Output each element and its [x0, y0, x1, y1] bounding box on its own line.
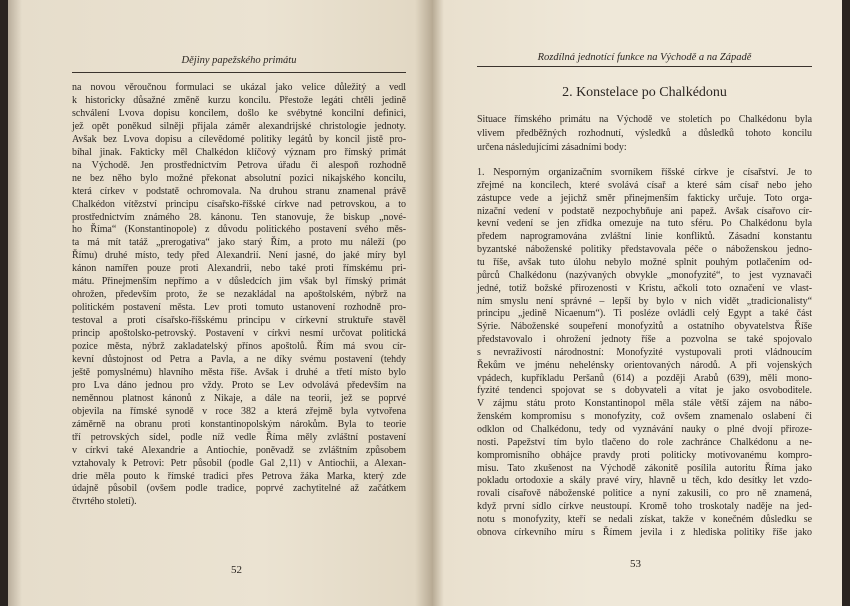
- text-line: na novou věroučnou formulaci se ukázal jako velice důležitý a vedl: [72, 82, 406, 93]
- text-line: pozice města, nýbrž zakladatelský přínos apoštolů. Řím má svou cír-: [72, 341, 406, 352]
- text-line: V zájmu státu proto Konstantinopol měla stále větší zájem na nábo-: [477, 398, 812, 410]
- text-line: určena následujícími zásadními body:: [477, 141, 627, 153]
- text-line: když první sídlo církve neustoupí. Kromě toho troskotaly naděje na jed-: [477, 501, 812, 513]
- text-line: bíhal jinak. Fakticky měl Chalkédon klíčový význam pro římský primát: [72, 146, 406, 158]
- text-line: nizační vedení v podstatě nezpochybňuje ani papež. Avšak císařovo cír-: [477, 205, 812, 217]
- text-line: zřejmé na koncilech, které svolává císař a které sám císař nebo jeho: [477, 179, 812, 191]
- text-line: ho Říma“ (Konstantinopole) z důvodu politického postavení svého měs-: [72, 224, 406, 236]
- text-line: kevní vedení se jen zřídka omezuje na tuto sféru. Po Chalkédonu byla: [477, 218, 812, 230]
- text-line: ta má mít tatáž „prerogativa“ jako starý Řím, a proto mu náleží (po: [72, 237, 406, 249]
- text-line: drie měla pouto k římské tradici přes Petrova žáka Marka, který zde: [72, 470, 406, 482]
- text-line: Situace římského primátu na Východě ve stoletích po Chalkédonu byla: [477, 114, 812, 125]
- text-line: fyzité tendenci spojovat se s dobyvateli a vítat je jako osvoboditele.: [477, 385, 812, 397]
- page-number-right: 53: [630, 558, 641, 570]
- text-line: vpádech, kupříkladu Peršanů (614) a později Arabů (639), měli mono-: [477, 372, 812, 384]
- text-line: jež opět poněkud silněji přijala záměr alexandrijské christologie jednoty.: [72, 120, 406, 132]
- text-line: která církev v podstatě ochromovala. Na druhou stranu znamenal právě: [72, 185, 406, 197]
- text-line: Chalkédon vítězství principu císařsko-říšské církve nad petrovskou, a to: [72, 198, 406, 210]
- text-line: obnova církevního míru s Římem jevila i z hlediska politiky říše jako: [477, 526, 812, 538]
- section-title: 2. Konstelace po Chalkédonu: [562, 85, 727, 100]
- right-book-page: [432, 0, 842, 606]
- text-line: představovalo i ohrožení jednoty říše a pozvolna se také spojovalo: [477, 334, 812, 346]
- text-line: ohrožen, především proto, že se nezakládal na apoštolském, nýbrž na: [72, 289, 406, 301]
- text-line: předem naprogramována zvláštní linie konfliktů. Zásadní konstantu: [477, 231, 812, 243]
- text-line: ne bez něho bylo možné překonat absolutní pozici nikajského koncilu,: [72, 172, 406, 184]
- text-line: pro Lva dáno jednou pro vždy. Proto se Lev odvolává především na: [72, 379, 406, 391]
- header-rule: [72, 72, 406, 73]
- text-line: k historicky důsažné změně kurzu koncilu. Přestože legáti chtěli jedině: [72, 94, 406, 106]
- page-number-left: 52: [231, 564, 242, 576]
- text-line: politickém postavení města. Lev proti tomuto ustanovení rozhodně pro-: [72, 302, 406, 314]
- text-line: kevní důstojnost od Petra a Pavla, a ne díky svému postavení (tehdy: [72, 353, 406, 365]
- text-line: nosti. Papežství tím bylo tlačeno do role zachránce Chalkédonu a ne-: [477, 436, 812, 448]
- text-line: kánon namířen pouze proti Alexandrii, nebo také proti římskému pri-: [72, 263, 406, 275]
- text-line: pokladu ortodoxie a skály pravé víry, hlavně u těch, kdo desítky let vzdo-: [477, 475, 812, 487]
- text-line: mátu. Přinejmenším nepřímo a v důsledcích jim však byl římský primát: [72, 276, 406, 288]
- text-line: údajně působil (ovšem podle tradice, poprvé zachytitelné až začátkem: [72, 483, 406, 495]
- text-line: zástupce vede a jejichž směr přinejmenším fakticky určuje. Toto orga-: [477, 192, 812, 204]
- text-line: testoval a proti císařsko-říšskému principu v církevní struktuře stavěl: [72, 315, 406, 327]
- text-line: odklon od Chalkédonu, tedy od vyznávání nauky o plné dvojí přiroze-: [477, 424, 812, 435]
- text-line: jedné, totiž božské přirozenosti v Kristu, ačkoli toto označení ve vlast-: [477, 282, 812, 294]
- text-line: ženském kompromisu s monofyzity, což ovšem znamenalo oslabení či: [477, 411, 812, 423]
- text-line: kompromisního obhájce pravdy proti politicky motivovanému kompro-: [477, 449, 812, 461]
- text-line: objevila na římské synodě v roce 382 a která zřejmě byla vytvořena: [72, 405, 406, 417]
- text-line: princip apoštolsko-petrovský. Postavení v církvi nesmí určovat politická: [72, 328, 406, 340]
- text-line: notu s monofyzity, kteří se nedali získat, takže v konečném důsledku se: [477, 513, 812, 525]
- text-line: na Východě. Jen prostřednictvím Petrova úřadu či alespoň rozhodně: [72, 159, 406, 171]
- text-line: misu. Tato zkušenost na Východě zákonitě posílila autoritu Říma jako: [477, 462, 812, 474]
- text-line: vztahovaly k Petrovi: Petr působil (podle Gal 2,11) v Antiochii, a Alexan-: [72, 457, 406, 469]
- left-book-page: [8, 0, 432, 606]
- text-line: Avšak bez Lvova dopisu a cílevědomé politiky legátů by koncil jistě pro-: [72, 133, 406, 145]
- text-line: Sýrie. Náboženské soupeření monofyzitů a ostatního obyvatelstva Říše: [477, 321, 812, 333]
- text-line: Římu) druhé místo, tedy před Alexandrií. Není jasné, do jaké míry byl: [72, 250, 406, 262]
- header-rule: [477, 66, 812, 67]
- text-line: byzantské náboženské politiky představovala péče o náboženskou jedno-: [477, 244, 812, 256]
- text-line: půrců Chalkédonu (nazývaných obvykle „monofyzité“, to jest vyznavači: [477, 269, 812, 281]
- text-line: tu říše, avšak tuto úlohu nebylo možné splnit pouhým potlačením od-: [477, 256, 812, 268]
- running-head-right: Rozdílná jednotící funkce na Východě a na Západě: [537, 52, 752, 63]
- text-line: Řekům ve jménu nehelénsky orientovaných národů. A při vojenských: [477, 359, 812, 371]
- text-line: principu „jedině Nicaenum“). Ti posléze ovládli celý Egypt a také část: [477, 308, 812, 320]
- text-line: neměnnou platnost kánonů z Nikaje, a dále na teorii, jež se poprvé: [72, 392, 406, 404]
- text-line: čtvrtého století).: [72, 496, 137, 508]
- text-line: 1. Nesporným organizačním svorníkem říšské církve je císařství. Je to: [477, 167, 812, 178]
- text-line: vlivem předběžných rozhodnutí, výsledků a důsledků tohoto koncilu: [477, 127, 812, 139]
- text-line: záměrně na obranu proti konstantinopolským nárokům. Byla to teorie: [72, 418, 406, 430]
- text-line: prostřednictvím známého 28. kánonu. Ten stanovuje, že biskup „nové-: [72, 211, 406, 223]
- text-line: s nevraživostí národnostní: Monofyzité vystupovali proti vládnoucím: [477, 346, 812, 358]
- text-line: v církvi také Alexandrie a Antiochie, poněvadž se zvláštním způsobem: [72, 444, 406, 456]
- running-head-left: Dějiny papežského primátu: [181, 55, 297, 66]
- text-line: tří petrovských sídel, podle níž vedle Říma měly zvláštní postavení: [72, 431, 406, 443]
- text-line: ním smyslu není správné – lepší by bylo v nich vidět „tradicionalisty“: [477, 295, 812, 307]
- text-line: schválení Lvova dopisu koncilem, došlo ke svébytné koncilní definici,: [72, 107, 406, 119]
- text-line: ještě pomyslnému) hlavního města říše. Avšak i druhé a třetí místo bylo: [72, 366, 406, 378]
- text-line: rovali císařově náboženské politice a nyní zakusili, co pro ně znamená,: [477, 488, 812, 500]
